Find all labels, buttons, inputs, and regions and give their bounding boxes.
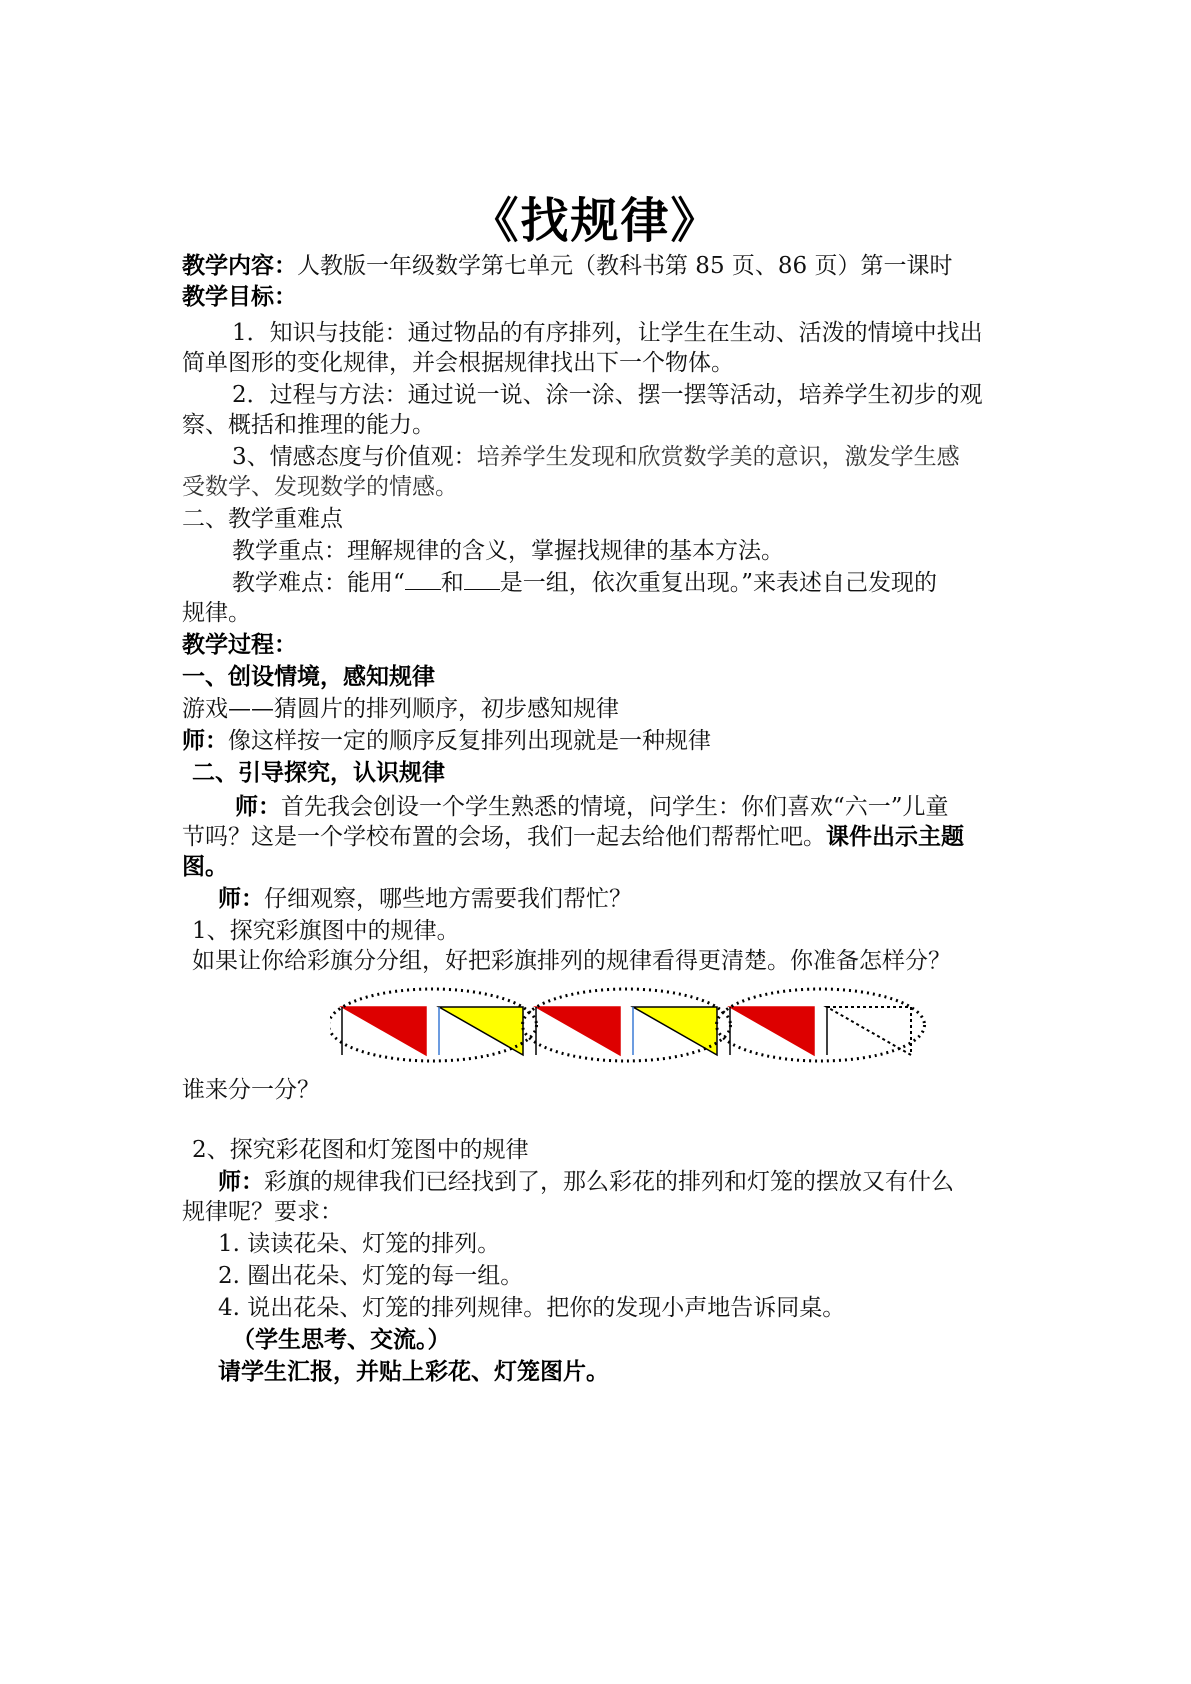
teacher-label: 师：: [182, 728, 228, 754]
report-line: 请学生汇报，并贴上彩花、灯笼图片。: [218, 1359, 609, 1385]
difficulty-text-c: 是一组，依次重复出现。”来表述自己发现的: [499, 570, 938, 596]
requirement-2: 2. 圈出花朵、灯笼的每一组。: [218, 1263, 524, 1289]
requirement-4: 4. 说出花朵、灯笼的排列规律。把你的发现小声地告诉同桌。: [218, 1295, 846, 1321]
keypoints-heading: 二、教学重难点: [182, 506, 343, 532]
explore1-heading: 1、探究彩旗图中的规律。: [192, 918, 460, 944]
content-label: 教学内容：: [182, 253, 297, 279]
objective-1-line1: 1．知识与技能：通过物品的有序排列，让学生在生动、活泼的情境中找出: [232, 320, 983, 346]
teacher-label: 师：: [235, 794, 281, 820]
who-line: 谁来分一分？: [182, 1077, 320, 1103]
section1-teacher-line: [182, 726, 711, 756]
difficulty-text-b: 和: [440, 570, 464, 596]
objective-3-prefix: 3、情感态度与价值观：: [232, 444, 477, 470]
s2-p2-text: 仔细观察，哪些地方需要我们帮忙？: [264, 886, 632, 912]
teacher-label: 师：: [218, 886, 264, 912]
section2-heading: 二、引导探究，认识规律: [192, 760, 445, 786]
flag-red: [730, 1007, 814, 1055]
objective-1-line2: 简单图形的变化规律，并会根据规律找出下一个物体。: [182, 350, 734, 376]
section1-teacher-text: 像这样按一定的顺序反复排列出现就是一种规律: [228, 728, 711, 754]
blank-1: [405, 569, 441, 590]
objective-2-line2: 察、概括和推理的能力。: [182, 412, 435, 438]
objective-2-line1: 2．过程与方法：通过说一说、涂一涂、摆一摆等活动，培养学生初步的观: [232, 382, 983, 408]
game-line: 游戏——猜圆片的排列顺序，初步感知规律: [182, 696, 619, 722]
s2-paragraph3-line2: 规律呢？要求：: [182, 1199, 343, 1225]
s2-paragraph2: [218, 884, 632, 914]
keypoints-difficulty-line2: 规律。: [182, 600, 251, 626]
flag-pattern-figure: [330, 985, 960, 1065]
difficulty-text-a: 教学难点：能用“: [232, 570, 405, 596]
requirement-1: 1. 读读花朵、灯笼的排列。: [218, 1231, 501, 1257]
s2-p1-text-2a: 节吗？这是一个学校布置的会场，我们一起去给他们帮帮忙吧。: [182, 824, 826, 850]
flag-row: [342, 1007, 911, 1055]
explore2-heading: 2、探究彩花图和灯笼图中的规律: [192, 1137, 529, 1163]
explore1-question: 如果让你给彩旗分分组，好把彩旗排列的规律看得更清楚。你准备怎样分？: [192, 948, 951, 974]
flag-red: [342, 1007, 426, 1055]
s2-paragraph1-line2: [182, 822, 964, 852]
objectives-label: 教学目标：: [182, 284, 297, 310]
content-line: [182, 251, 952, 281]
s2-p1-text: 首先我会创设一个学生熟悉的情境，问学生：你们喜欢“六一”儿童: [281, 794, 949, 820]
s2-paragraph1-line1: [235, 792, 949, 822]
page-title: 《找规律》: [470, 193, 721, 249]
s2-p3-text: 彩旗的规律我们已经找到了，那么彩花的排列和灯笼的摆放又有什么: [264, 1169, 954, 1195]
section1-heading: 一、创设情境，感知规律: [182, 664, 435, 690]
content-text: 人教版一年级数学第七单元（教科书第 85 页、86 页）第一课时: [297, 253, 953, 279]
s2-paragraph3-line1: [218, 1167, 954, 1197]
s2-paragraph1-line3: 图。: [182, 854, 228, 880]
objective-3-line2: 受数学、发现数学的情感。: [182, 474, 458, 500]
s2-p1-text-2b: 课件出示主题: [826, 824, 964, 850]
objective-3-line1: [232, 442, 960, 472]
teacher-label: 师：: [218, 1169, 264, 1195]
objective-3-rest: 培养学生发现和欣赏数学美的意识，激发学生感: [476, 444, 960, 470]
keypoints-focus: 教学重点：理解规律的含义，掌握找规律的基本方法。: [232, 538, 784, 564]
process-label: 教学过程：: [182, 632, 297, 658]
keypoints-difficulty: [232, 568, 937, 598]
flag-red: [536, 1007, 620, 1055]
discussion-line: （学生思考、交流。）: [232, 1327, 451, 1353]
blank-2: [464, 569, 500, 590]
